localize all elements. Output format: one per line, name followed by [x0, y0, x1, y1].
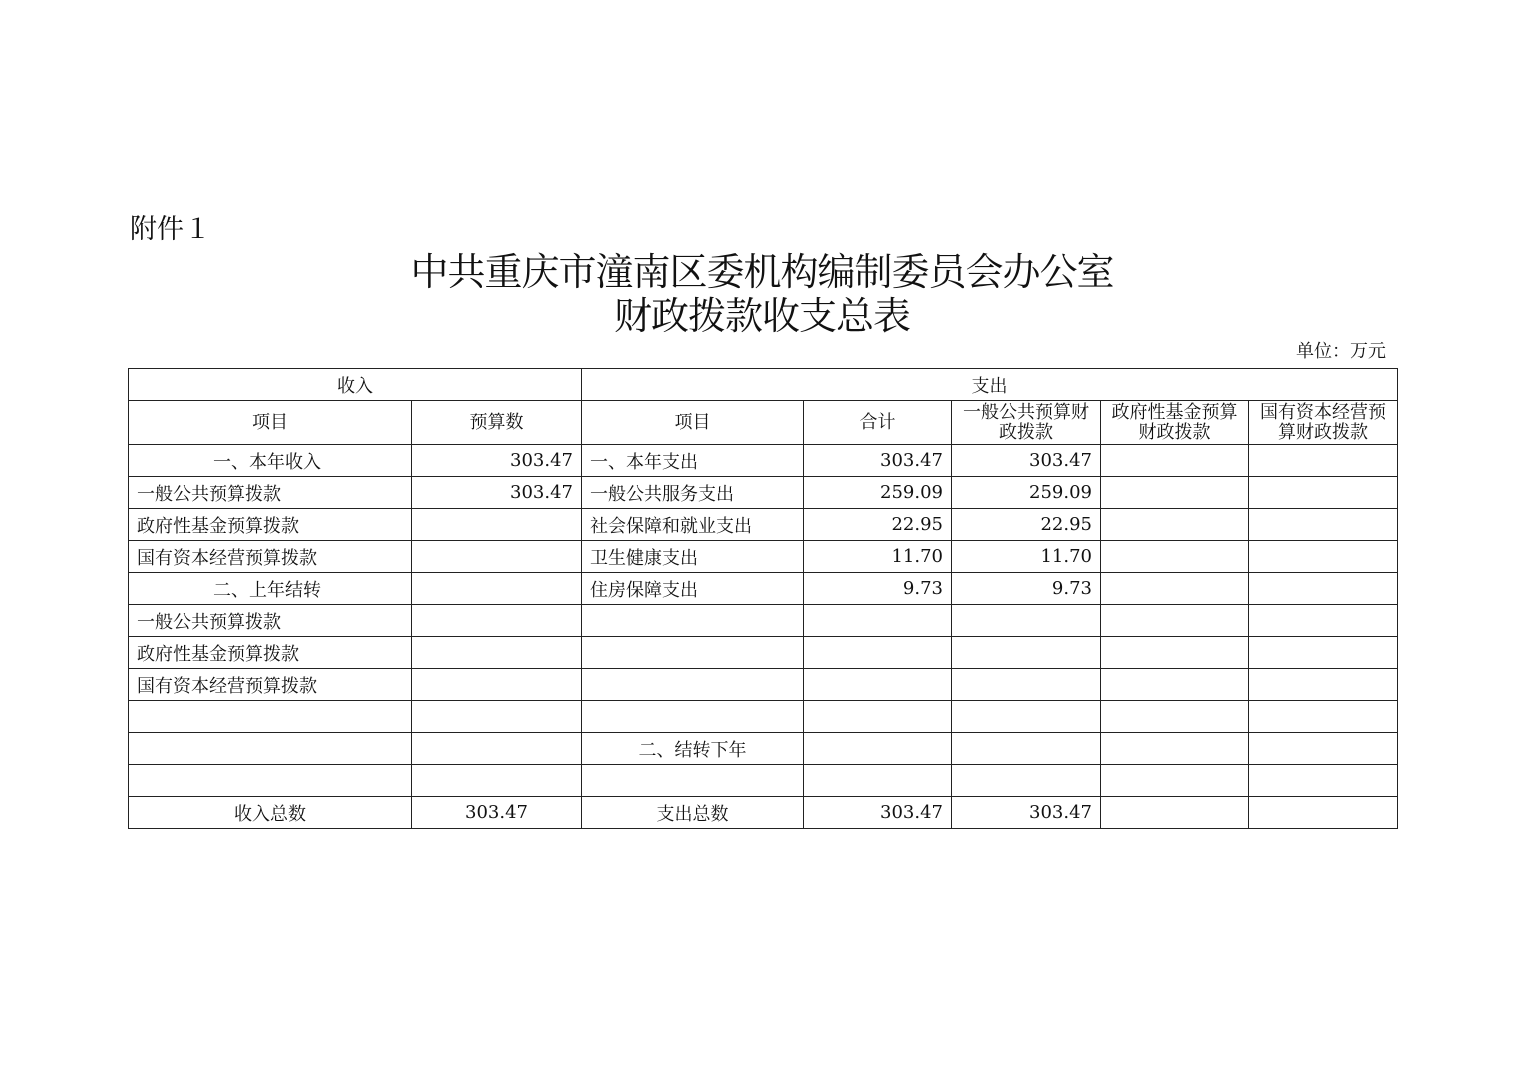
- cell-income-item: [129, 701, 412, 733]
- cell-total: 11.70: [804, 541, 952, 573]
- cell-expense-item: 社会保障和就业支出: [582, 509, 804, 541]
- cell-expense-item: [582, 605, 804, 637]
- cell-income-item: 国有资本经营预算拨款: [129, 541, 412, 573]
- cell-total: 9.73: [804, 573, 952, 605]
- cell-state-capital: [1249, 605, 1398, 637]
- title-line-1: 中共重庆市潼南区委机构编制委员会办公室: [410, 250, 1114, 294]
- income-header: 收入: [129, 369, 582, 401]
- cell-state-capital: [1249, 669, 1398, 701]
- cell-gov-fund: [1101, 541, 1249, 573]
- cell-total: 259.09: [804, 477, 952, 509]
- cell-income-item: 收入总数: [129, 797, 412, 829]
- cell-budget-amount: 303.47: [412, 797, 582, 829]
- cell-state-capital: [1249, 765, 1398, 797]
- table-row: [129, 797, 1398, 829]
- cell-income-item: [129, 733, 412, 765]
- cell-income-item: 一般公共预算拨款: [129, 605, 412, 637]
- column-header-row: [129, 401, 1398, 445]
- cell-general-budget: 9.73: [952, 573, 1101, 605]
- cell-budget-amount: 303.47: [412, 477, 582, 509]
- cell-state-capital: [1249, 797, 1398, 829]
- cell-expense-item: [582, 669, 804, 701]
- cell-general-budget: 303.47: [952, 797, 1101, 829]
- table-row: [129, 445, 1398, 477]
- col-header-total: 合计: [804, 401, 952, 445]
- cell-income-item: [129, 765, 412, 797]
- cell-budget-amount: [412, 541, 582, 573]
- col-header-expense-item: 项目: [582, 401, 804, 445]
- col-header-state-capital: 国有资本经营预算财政拨款: [1249, 401, 1398, 445]
- cell-general-budget: [952, 765, 1101, 797]
- cell-expense-item: 卫生健康支出: [582, 541, 804, 573]
- table-row: [129, 669, 1398, 701]
- table-body: [129, 369, 1398, 829]
- cell-income-item: 国有资本经营预算拨款: [129, 669, 412, 701]
- cell-expense-item: [582, 765, 804, 797]
- cell-budget-amount: [412, 509, 582, 541]
- cell-state-capital: [1249, 445, 1398, 477]
- cell-budget-amount: [412, 669, 582, 701]
- cell-gov-fund: [1101, 765, 1249, 797]
- cell-expense-item: [582, 637, 804, 669]
- cell-gov-fund: [1101, 445, 1249, 477]
- cell-gov-fund: [1101, 477, 1249, 509]
- cell-general-budget: 303.47: [952, 445, 1101, 477]
- cell-budget-amount: 303.47: [412, 445, 582, 477]
- cell-budget-amount: [412, 765, 582, 797]
- cell-total: [804, 669, 952, 701]
- cell-budget-amount: [412, 701, 582, 733]
- cell-gov-fund: [1101, 733, 1249, 765]
- cell-total: [804, 605, 952, 637]
- cell-total: 303.47: [804, 445, 952, 477]
- cell-income-item: 一、本年收入: [129, 445, 412, 477]
- table-row: [129, 605, 1398, 637]
- cell-general-budget: 22.95: [952, 509, 1101, 541]
- title-line-2: 财政拨款收支总表: [613, 294, 910, 338]
- cell-state-capital: [1249, 637, 1398, 669]
- cell-total: [804, 701, 952, 733]
- cell-total: [804, 733, 952, 765]
- cell-general-budget: [952, 605, 1101, 637]
- attachment-label: 附件１: [130, 214, 211, 245]
- table-row: [129, 541, 1398, 573]
- table-row: [129, 637, 1398, 669]
- cell-state-capital: [1249, 541, 1398, 573]
- col-header-gov-fund: 政府性基金预算财政拨款: [1101, 401, 1249, 445]
- cell-budget-amount: [412, 573, 582, 605]
- cell-total: 303.47: [804, 797, 952, 829]
- cell-total: 22.95: [804, 509, 952, 541]
- cell-general-budget: [952, 701, 1101, 733]
- table-row: [129, 733, 1398, 765]
- col-header-general-budget: 一般公共预算财政拨款: [952, 401, 1101, 445]
- table-row: [129, 765, 1398, 797]
- cell-budget-amount: [412, 637, 582, 669]
- cell-expense-item: 支出总数: [582, 797, 804, 829]
- cell-income-item: 政府性基金预算拨款: [129, 509, 412, 541]
- cell-general-budget: [952, 669, 1101, 701]
- cell-general-budget: 259.09: [952, 477, 1101, 509]
- cell-expense-item: [582, 701, 804, 733]
- cell-expense-item: 住房保障支出: [582, 573, 804, 605]
- cell-gov-fund: [1101, 605, 1249, 637]
- cell-gov-fund: [1101, 573, 1249, 605]
- cell-income-item: 二、上年结转: [129, 573, 412, 605]
- cell-general-budget: [952, 733, 1101, 765]
- cell-state-capital: [1249, 701, 1398, 733]
- cell-general-budget: [952, 637, 1101, 669]
- group-header-row: [129, 369, 1398, 401]
- budget-table: [128, 368, 1398, 829]
- cell-state-capital: [1249, 573, 1398, 605]
- cell-expense-item: 一、本年支出: [582, 445, 804, 477]
- cell-expense-item: 二、结转下年: [582, 733, 804, 765]
- cell-income-item: 一般公共预算拨款: [129, 477, 412, 509]
- cell-general-budget: 11.70: [952, 541, 1101, 573]
- col-header-budget: 预算数: [412, 401, 582, 445]
- cell-total: [804, 637, 952, 669]
- table-row: [129, 477, 1398, 509]
- unit-label: 单位：万元: [1296, 341, 1386, 362]
- cell-income-item: 政府性基金预算拨款: [129, 637, 412, 669]
- expense-header: 支出: [582, 369, 1398, 401]
- cell-gov-fund: [1101, 669, 1249, 701]
- cell-state-capital: [1249, 509, 1398, 541]
- cell-gov-fund: [1101, 701, 1249, 733]
- cell-state-capital: [1249, 733, 1398, 765]
- table-row: [129, 701, 1398, 733]
- cell-gov-fund: [1101, 797, 1249, 829]
- cell-state-capital: [1249, 477, 1398, 509]
- cell-expense-item: 一般公共服务支出: [582, 477, 804, 509]
- cell-total: [804, 765, 952, 797]
- cell-gov-fund: [1101, 509, 1249, 541]
- table-row: [129, 573, 1398, 605]
- cell-budget-amount: [412, 733, 582, 765]
- col-header-income-item: 项目: [129, 401, 412, 445]
- cell-budget-amount: [412, 605, 582, 637]
- page-title: [128, 250, 1396, 338]
- table-row: [129, 509, 1398, 541]
- cell-gov-fund: [1101, 637, 1249, 669]
